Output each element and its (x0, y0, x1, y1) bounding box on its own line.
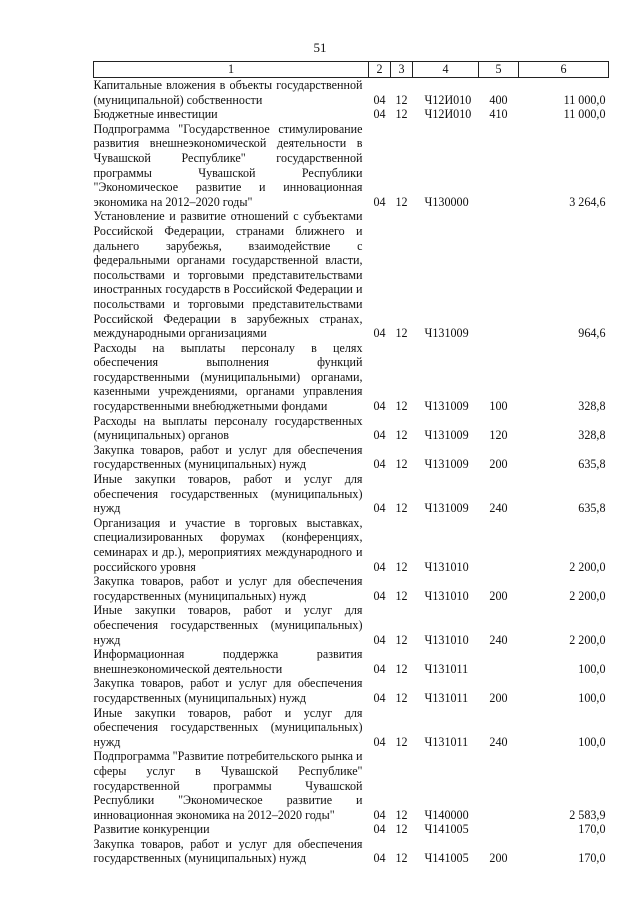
row-subsection: 12 (395, 851, 408, 866)
row-amount: 170,0 (578, 822, 606, 837)
row-section: 04 (373, 326, 386, 341)
table-row (94, 78, 609, 108)
row-name: Организация и участие в торговых выставках, специализированных форумах (конференциях, семинарах и др.), мероприятиях международного и российского уровня (93, 515, 363, 574)
table-row (94, 472, 609, 516)
row-subsection: 12 (395, 807, 408, 822)
header-col-2: 2 (369, 62, 391, 78)
table-row (94, 706, 609, 750)
table-row (94, 443, 609, 472)
row-name: Иные закупки товаров, работ и услуг для обеспечения государственных (муниципальных) нужд (93, 472, 363, 516)
row-subsection: 12 (395, 399, 408, 414)
row-subsection: 12 (395, 107, 408, 122)
row-target-article: Ч12И010 (424, 92, 472, 107)
row-name: Информационная поддержка развития внешнеэкономической деятельности (93, 647, 363, 676)
row-expense-type (479, 749, 519, 822)
row-name: Иные закупки товаров, работ и услуг для обеспечения государственных (муниципальных) нужд (93, 705, 363, 749)
row-target-article: Ч141005 (424, 822, 469, 837)
row-amount: 3 264,6 (569, 194, 606, 209)
row-section: 04 (373, 92, 386, 107)
row-target-article: Ч130000 (424, 194, 469, 209)
table-row (94, 414, 609, 443)
row-name: Закупка товаров, работ и услуг для обеспечения государственных (муниципальных) нужд (93, 442, 363, 472)
row-expense-type: 200 (489, 851, 508, 866)
table-row (94, 822, 609, 837)
row-subsection: 12 (395, 734, 408, 749)
row-target-article: Ч131009 (424, 457, 469, 472)
header-col-6: 6 (519, 62, 609, 78)
row-amount: 964,6 (578, 326, 606, 341)
row-subsection: 12 (395, 632, 408, 647)
row-name: Закупка товаров, работ и услуг для обеспечения государственных (муниципальных) нужд (93, 574, 363, 603)
row-expense-type (479, 209, 519, 340)
row-name: Развитие конкуренции (93, 822, 210, 837)
row-name: Расходы на выплаты персоналу государственных (муниципальных) органов (93, 413, 363, 443)
row-amount: 2 200,0 (569, 632, 606, 647)
row-subsection: 12 (395, 822, 408, 837)
row-section: 04 (373, 807, 386, 822)
row-subsection: 12 (395, 194, 408, 209)
table-body (94, 78, 609, 867)
row-section: 04 (373, 428, 386, 443)
row-amount: 2 583,9 (569, 807, 606, 822)
row-name: Расходы на выплаты персоналу в целях обеспечения выполнения функций государственными (муниципальными) органами, казенными учреждениями, органами управления государственными внебюджетными фондами (93, 340, 363, 414)
header-col-5: 5 (479, 62, 519, 78)
row-target-article: Ч131010 (424, 588, 469, 603)
row-expense-type (479, 822, 519, 837)
row-section: 04 (373, 501, 386, 516)
row-amount: 328,8 (578, 428, 606, 443)
row-amount: 11 000,0 (563, 92, 606, 107)
table-row (94, 574, 609, 603)
row-subsection: 12 (395, 428, 408, 443)
table-row (94, 209, 609, 340)
row-subsection: 12 (395, 92, 408, 107)
row-expense-type: 200 (489, 690, 508, 705)
row-amount: 635,8 (578, 501, 606, 516)
row-expense-type: 240 (489, 734, 508, 749)
row-subsection: 12 (395, 501, 408, 516)
table-row (94, 122, 609, 210)
row-subsection: 12 (395, 690, 408, 705)
row-amount: 100,0 (578, 734, 606, 749)
row-target-article: Ч131010 (424, 559, 469, 574)
row-name: Капитальные вложения в объекты государственной (муниципальной) собственности (93, 78, 363, 107)
row-amount: 2 200,0 (569, 559, 606, 574)
row-amount: 11 000,0 (563, 107, 606, 122)
row-expense-type (479, 516, 519, 574)
row-subsection: 12 (395, 661, 408, 676)
row-expense-type (479, 647, 519, 676)
row-target-article: Ч131011 (424, 661, 469, 676)
row-target-article: Ч131010 (424, 632, 469, 647)
row-expense-type: 240 (489, 632, 508, 647)
row-name: Закупка товаров, работ и услуг для обеспечения государственных (муниципальных) нужд (93, 836, 363, 866)
row-expense-type: 200 (489, 457, 508, 472)
row-amount: 170,0 (578, 851, 606, 866)
row-subsection: 12 (395, 588, 408, 603)
row-expense-type (479, 122, 519, 210)
row-name: Иные закупки товаров, работ и услуг для обеспечения государственных (муниципальных) нужд (93, 603, 363, 647)
row-section: 04 (373, 734, 386, 749)
row-target-article: Ч131009 (424, 326, 469, 341)
row-target-article: Ч131009 (424, 399, 469, 414)
table-row (94, 647, 609, 676)
row-section: 04 (373, 457, 386, 472)
row-section: 04 (373, 588, 386, 603)
row-subsection: 12 (395, 457, 408, 472)
table-row (94, 603, 609, 647)
row-section: 04 (373, 194, 386, 209)
table-row (94, 516, 609, 574)
row-section: 04 (373, 632, 386, 647)
row-amount: 100,0 (578, 661, 606, 676)
row-amount: 328,8 (578, 399, 606, 414)
row-section: 04 (373, 559, 386, 574)
row-expense-type: 410 (489, 107, 508, 122)
row-amount: 2 200,0 (569, 588, 606, 603)
row-section: 04 (373, 851, 386, 866)
row-expense-type: 400 (489, 92, 508, 107)
row-target-article: Ч141005 (424, 851, 469, 866)
table-row (94, 107, 609, 122)
row-expense-type: 240 (489, 501, 508, 516)
row-name: Подпрограмма "Государственное стимулирование развития внешнеэкономической деятельности в Чувашской Республике" государственной программы Чувашской Республики "Экономическое развитие и инновационная экономика на 2012–2020 годы" (93, 121, 363, 209)
header-col-3: 3 (391, 62, 413, 78)
row-target-article: Ч131011 (424, 690, 469, 705)
row-name: Установление и развитие отношений с субъектами Российской Федерации, странами ближнего и дальнего зарубежья, взаимодействие с федеральными органами государственной власти, посольствами и торговыми представительствами иностранных государств в Российской Федерации и посольствами и торговыми представительствами Российской Федерации в зарубежных странах, международными организациями (93, 209, 363, 341)
row-expense-type: 100 (489, 399, 508, 414)
row-section: 04 (373, 661, 386, 676)
row-expense-type: 120 (489, 428, 508, 443)
row-target-article: Ч131009 (424, 428, 469, 443)
row-subsection: 12 (395, 559, 408, 574)
row-target-article: Ч131011 (424, 734, 469, 749)
row-amount: 635,8 (578, 457, 606, 472)
row-section: 04 (373, 399, 386, 414)
budget-table (93, 61, 609, 866)
table-row (94, 676, 609, 705)
row-expense-type: 200 (489, 588, 508, 603)
row-subsection: 12 (395, 326, 408, 341)
row-name: Бюджетные инвестиции (93, 107, 218, 122)
row-section: 04 (373, 690, 386, 705)
row-target-article: Ч12И010 (424, 107, 472, 122)
table-row (94, 341, 609, 414)
page-number: 51 (313, 40, 327, 55)
row-name: Подпрограмма "Развитие потребительского рынка и сферы услуг в Чувашской Республике" государственной программы Чувашской Республики "Экономическое развитие и инновационная экономика на 2012–2020 годы" (93, 749, 363, 822)
table-header-row (94, 62, 609, 78)
row-name: Закупка товаров, работ и услуг для обеспечения государственных (муниципальных) нужд (93, 676, 363, 705)
row-target-article: Ч140000 (424, 807, 469, 822)
row-target-article: Ч131009 (424, 501, 469, 516)
row-section: 04 (373, 107, 386, 122)
row-amount: 100,0 (578, 690, 606, 705)
row-section: 04 (373, 822, 386, 837)
header-col-4: 4 (413, 62, 479, 78)
table-row (94, 749, 609, 822)
header-col-1: 1 (94, 62, 369, 78)
table-row (94, 837, 609, 866)
